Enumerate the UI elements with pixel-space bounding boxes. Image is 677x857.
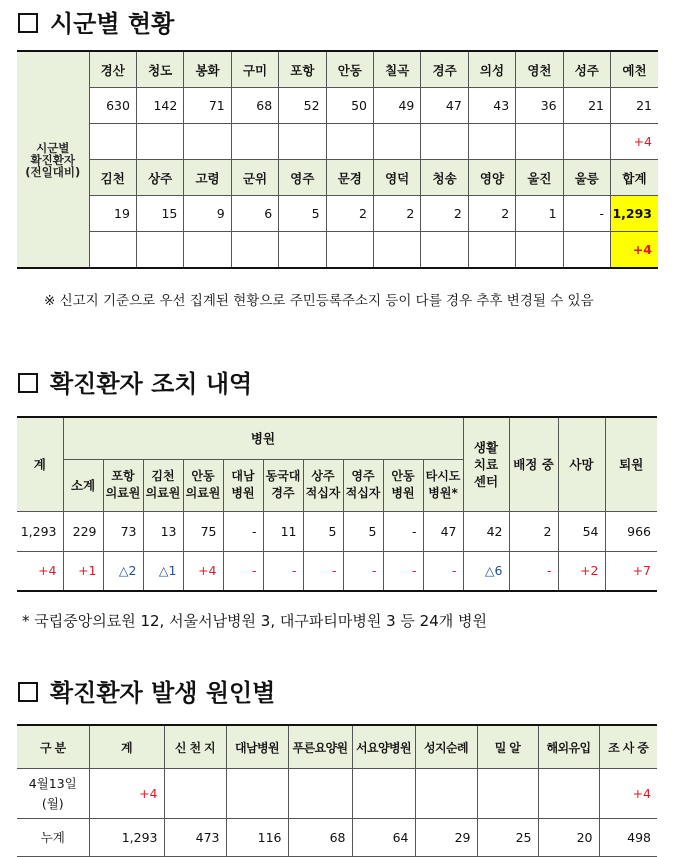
- city-change: [516, 124, 563, 160]
- header-hospital-name: 동국대 경주: [263, 459, 303, 511]
- header-treatment-center: 생활 치료 센터: [463, 417, 509, 511]
- cause-header: 신 천 지: [164, 725, 226, 769]
- measure-change: -: [383, 551, 423, 591]
- cause-value: [288, 769, 352, 819]
- city-count: 5: [279, 196, 326, 232]
- total-change: +4: [611, 232, 659, 269]
- measure-value: 11: [263, 511, 303, 551]
- city-header: 예천: [611, 51, 659, 88]
- city-header: 영덕: [373, 160, 420, 196]
- city-change: [279, 232, 326, 269]
- measure-change: +4: [17, 551, 63, 591]
- city-change: [516, 232, 563, 269]
- city-count: 9: [184, 196, 231, 232]
- measure-change: △1: [143, 551, 183, 591]
- measure-change: +1: [63, 551, 103, 591]
- city-header: 안동: [326, 51, 373, 88]
- measure-value: 54: [558, 511, 605, 551]
- city-count: 2: [468, 196, 515, 232]
- measure-change: -: [303, 551, 343, 591]
- cause-value: [415, 769, 477, 819]
- city-change: [231, 124, 278, 160]
- measure-value: 1,293: [17, 511, 63, 551]
- city-header: 문경: [326, 160, 373, 196]
- header-hospital-name: 상주 적십자: [303, 459, 343, 511]
- city-header: 의성: [468, 51, 515, 88]
- city-count: 630: [89, 88, 136, 124]
- cause-value: 68: [288, 819, 352, 857]
- header-hospital-name: 대남 병원: [223, 459, 263, 511]
- city-change: [326, 124, 373, 160]
- cause-header: 푸른요양원: [288, 725, 352, 769]
- cause-header: 조 사 중: [599, 725, 657, 769]
- city-change: [468, 124, 515, 160]
- checkbox-square-icon: [18, 373, 38, 393]
- measure-value: 2: [509, 511, 558, 551]
- city-header: 청송: [421, 160, 468, 196]
- city-status-table: [17, 50, 658, 269]
- measure-change: -: [223, 551, 263, 591]
- checkbox-square-icon: [18, 682, 38, 702]
- measure-change: △6: [463, 551, 509, 591]
- section-title-city: 시군별 현황: [18, 4, 174, 39]
- cause-value: [352, 769, 415, 819]
- city-count: 6: [231, 196, 278, 232]
- header-hospital-name: 안동 의료원: [183, 459, 223, 511]
- cause-value: 29: [415, 819, 477, 857]
- city-change: [563, 232, 610, 269]
- city-count: 2: [326, 196, 373, 232]
- city-status-note: ※ 신고지 기준으로 우선 집계된 현황으로 주민등록주소지 등이 다를 경우 추후 변경될 수 있음: [44, 293, 594, 309]
- cause-value: [477, 769, 538, 819]
- cause-value: [226, 769, 288, 819]
- city-change: [89, 124, 136, 160]
- header-hospital-name: 김천 의료원: [143, 459, 183, 511]
- city-count: 68: [231, 88, 278, 124]
- cause-value: [538, 769, 599, 819]
- measure-value: -: [383, 511, 423, 551]
- cause-row-label: 누계: [17, 819, 89, 857]
- city-count: 19: [89, 196, 136, 232]
- city-header: 봉화: [184, 51, 231, 88]
- city-change: [373, 124, 420, 160]
- city-header: 울진: [516, 160, 563, 196]
- measure-value: 73: [103, 511, 143, 551]
- header-hospital-name: 영주 적십자: [343, 459, 383, 511]
- city-count: 1: [516, 196, 563, 232]
- city-header: 상주: [136, 160, 183, 196]
- city-header: 성주: [563, 51, 610, 88]
- city-header: 영주: [279, 160, 326, 196]
- total-count: 1,293: [611, 196, 659, 232]
- measure-value: 42: [463, 511, 509, 551]
- header-discharged: 퇴원: [605, 417, 657, 511]
- cause-header: 서요양병원: [352, 725, 415, 769]
- cause-value: 1,293: [89, 819, 164, 857]
- city-count: 36: [516, 88, 563, 124]
- city-change: [421, 124, 468, 160]
- cause-row-label: 4월13일 (월): [17, 769, 89, 819]
- cause-header: 밀 알: [477, 725, 538, 769]
- measure-change: △2: [103, 551, 143, 591]
- cause-value: 498: [599, 819, 657, 857]
- city-header: 김천: [89, 160, 136, 196]
- city-count: 21: [563, 88, 610, 124]
- measure-change: +4: [183, 551, 223, 591]
- city-count: 71: [184, 88, 231, 124]
- measure-value: 13: [143, 511, 183, 551]
- hospital-note: * 국립중앙의료원 12, 서울서남병원 3, 대구파티마병원 3 등 24개 병원: [22, 612, 487, 630]
- city-header: 경주: [421, 51, 468, 88]
- city-header: 영양: [468, 160, 515, 196]
- city-count: 49: [373, 88, 420, 124]
- city-change: [421, 232, 468, 269]
- header-hospital: 병원: [63, 417, 463, 459]
- infection-cause-table: [17, 724, 657, 857]
- header-subtotal: 소계: [63, 459, 103, 511]
- city-header: 고령: [184, 160, 231, 196]
- city-header: 영천: [516, 51, 563, 88]
- city-count: 50: [326, 88, 373, 124]
- city-change: +4: [611, 124, 659, 160]
- measure-change: +2: [558, 551, 605, 591]
- city-change: [184, 124, 231, 160]
- cause-header: 대남병원: [226, 725, 288, 769]
- section-title-measures: 확진환자 조치 내역: [18, 364, 252, 399]
- city-count: 21: [611, 88, 659, 124]
- cause-value: 116: [226, 819, 288, 857]
- total-header: 합계: [611, 160, 659, 196]
- measure-change: -: [263, 551, 303, 591]
- measure-value: 229: [63, 511, 103, 551]
- city-change: [231, 232, 278, 269]
- cause-value: 64: [352, 819, 415, 857]
- city-change: [563, 124, 610, 160]
- measure-value: 5: [303, 511, 343, 551]
- header-hospital-name: 포항 의료원: [103, 459, 143, 511]
- city-header: 포항: [279, 51, 326, 88]
- measure-value: 5: [343, 511, 383, 551]
- city-header: 구미: [231, 51, 278, 88]
- city-change: [89, 232, 136, 269]
- measure-value: 47: [423, 511, 463, 551]
- measure-value: 966: [605, 511, 657, 551]
- cause-header: 해외유입: [538, 725, 599, 769]
- city-count: 47: [421, 88, 468, 124]
- header-pending: 배정 중: [509, 417, 558, 511]
- city-change: [468, 232, 515, 269]
- header-hospital-name: 타시도 병원*: [423, 459, 463, 511]
- city-change: [136, 232, 183, 269]
- cause-header: 성지순례: [415, 725, 477, 769]
- row-label: 시군별 확진환자 (전일대비): [17, 51, 89, 268]
- city-change: [373, 232, 420, 269]
- city-header: 울릉: [563, 160, 610, 196]
- cause-value: 25: [477, 819, 538, 857]
- measure-change: -: [423, 551, 463, 591]
- city-count: 15: [136, 196, 183, 232]
- header-total: 계: [17, 417, 63, 511]
- city-header: 청도: [136, 51, 183, 88]
- cause-header: 계: [89, 725, 164, 769]
- city-header: 군위: [231, 160, 278, 196]
- cause-value: 473: [164, 819, 226, 857]
- cause-value: +4: [599, 769, 657, 819]
- checkbox-square-icon: [18, 13, 38, 33]
- cause-header: 구 분: [17, 725, 89, 769]
- city-change: [279, 124, 326, 160]
- city-change: [136, 124, 183, 160]
- header-hospital-name: 안동 병원: [383, 459, 423, 511]
- measure-value: 75: [183, 511, 223, 551]
- measure-change: -: [343, 551, 383, 591]
- section-title-cause: 확진환자 발생 원인별: [18, 673, 275, 708]
- city-count: -: [563, 196, 610, 232]
- cause-value: 20: [538, 819, 599, 857]
- cause-value: +4: [89, 769, 164, 819]
- cause-value: [164, 769, 226, 819]
- patient-measures-table: [17, 416, 657, 592]
- city-count: 43: [468, 88, 515, 124]
- city-count: 2: [373, 196, 420, 232]
- measure-value: -: [223, 511, 263, 551]
- city-change: [326, 232, 373, 269]
- measure-change: -: [509, 551, 558, 591]
- measure-change: +7: [605, 551, 657, 591]
- city-header: 경산: [89, 51, 136, 88]
- header-death: 사망: [558, 417, 605, 511]
- city-header: 칠곡: [373, 51, 420, 88]
- city-change: [184, 232, 231, 269]
- city-count: 52: [279, 88, 326, 124]
- city-count: 2: [421, 196, 468, 232]
- city-count: 142: [136, 88, 183, 124]
